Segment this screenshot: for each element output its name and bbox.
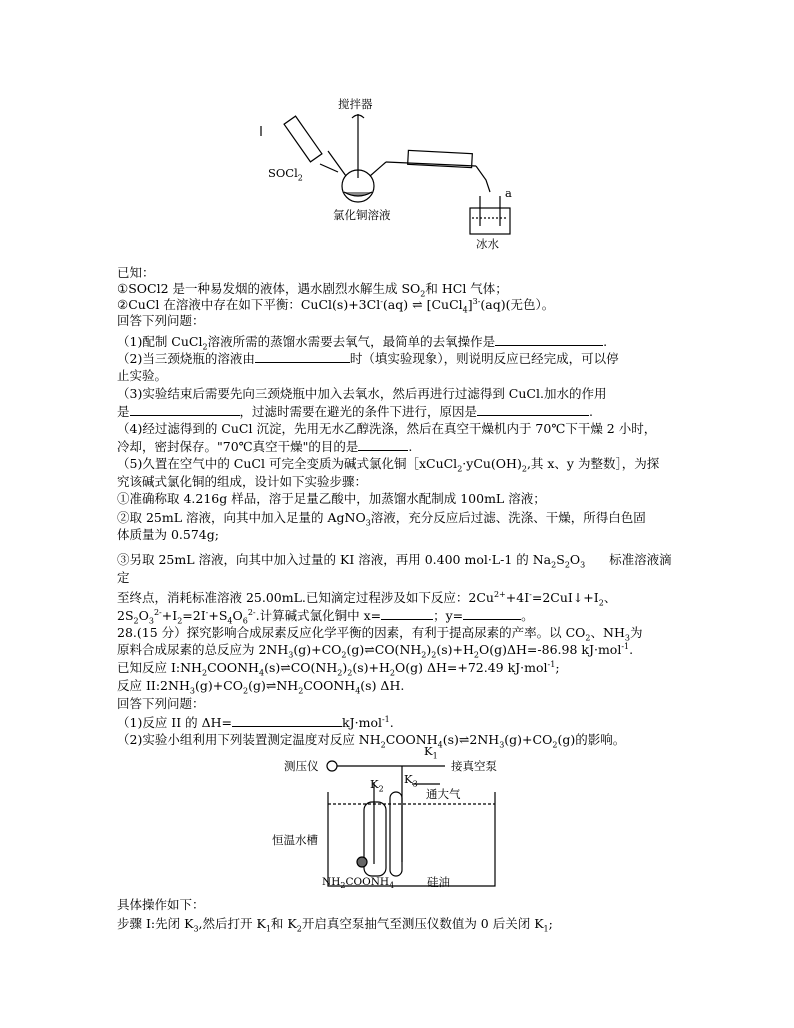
answer-heading: 回答下列问题：: [117, 313, 205, 328]
question-5: （5)久置在空气中的 CuCl 可完全变质为碱式氯化铜$[xCuCl_2\cdot yCu(OH)_2$,其 x、y 为整数］，为探: [117, 456, 660, 474]
question-3-cont: 是 ，过滤时需要在避光的条件下进行，原因是 .: [117, 404, 594, 419]
silicone-oil-label: 硅油: [427, 875, 450, 889]
equilibrium-arrow-icon: ⇌: [364, 642, 375, 657]
reaction-1: 已知反应 $I:NH_2COONH_4(s)\rightleftharpoons CO(NH_2)_2(s)+H_2O(g)$ ΔH=+72.49 kJ·mol$^{-1}$;: [117, 659, 560, 678]
question-4: （4)经过滤得到的 CuCl 沉淀，先用无水乙醇洗涤，然后在真空干燥机内于 70℃下干燥 2 小时，: [117, 421, 657, 436]
answer-blank[interactable]: [495, 333, 603, 346]
equilibrium-arrow-icon: ⇌: [280, 660, 291, 675]
valve-k2-label: $K_2$: [370, 777, 384, 794]
known-heading: 已知：: [117, 265, 155, 280]
step-3-cont: 定: [117, 570, 130, 585]
question-2-cont: 止实验。: [117, 368, 168, 383]
answer-blank-y[interactable]: [463, 607, 521, 620]
step-1: ①准确称取 4.216g 样品，溶于足量乙酸中，加蒸馏水配制成 100mL 溶液；: [117, 491, 546, 506]
equilibrium-arrow-icon: ⇌: [265, 678, 277, 693]
known-2: ②CuCl 在溶液中存在如下平衡：CuCl(s)+3Cl-(aq) ⇌ [CuCl$_4$]$^{3-}$(aq)(无色）。: [117, 296, 555, 315]
valve-k1-label: $K_1$: [424, 744, 438, 761]
stirrer-label: 搅拌器: [338, 97, 373, 111]
task-1: （1)反应 II 的 ΔH= kJ·mol$^{-1}$.: [117, 714, 394, 730]
answer-blank[interactable]: [477, 403, 589, 416]
step-5: $2S_2O_3^{2-}+I_2=2I^-+S_4O_6^{2-}$.计算碱式氯化铜中 x= ；y= 。: [117, 607, 534, 626]
outlet-a-label: a: [505, 186, 512, 200]
answer-blank[interactable]: [130, 403, 240, 416]
question-5-cont: 究该碱式氯化铜的组成，设计如下实验步骤：: [117, 474, 368, 489]
vacuum-pump-label: 接真空泵: [451, 759, 497, 773]
equilibrium-arrow-icon: ⇌: [412, 297, 423, 312]
copper-chloride-solution-label: 氯化铜溶液: [333, 208, 391, 222]
answer-heading-2: 回答下列问题：: [117, 696, 205, 711]
task-2: （2)实验小组利用下列装置测定温度对反应 $NH_2COONH_4(s)\rightleftharpoons 2NH_3(g)+CO_2(g)$的影响。: [117, 732, 626, 750]
answer-blank[interactable]: [255, 350, 350, 363]
water-bath-label: 恒温水槽: [272, 833, 318, 847]
equilibrium-arrow-icon: ⇌: [458, 732, 470, 747]
answer-blank[interactable]: [358, 438, 408, 451]
pressure-gauge-label: 测压仪: [284, 759, 319, 773]
step-4: 至终点，消耗标准溶液 25.00mL.已知滴定过程涉及如下反应：$2Cu^{2+}+4I^-=2CuI↓+I_2$、: [117, 589, 617, 608]
step-3: ③另取 25mL 溶液，向其中加入过量的 KI 溶液，再用 0.400 mol·L-1 的 $Na_2S_2O_3$ 标准溶液滴: [117, 552, 672, 570]
step-2-cont: 体质量为 0.574g;: [117, 527, 219, 542]
known-1: ①SOCl2 是一种易发烟的液体，遇水剧烈水解生成 $SO_2$和 HCl 气体；: [117, 281, 508, 299]
operation-step-1: 步骤 I:先闭 $K_3$,然后打开 $K_1$和 $K_2$开启真空泵抽气至测压仪数值为 0 后关闭 $K_1$;: [117, 916, 553, 934]
answer-blank-x[interactable]: [381, 607, 433, 620]
question-2: （2)当三颈烧瓶的溶液由 时（填实验现象），则说明反应已经完成，可以停: [117, 351, 619, 366]
valve-k3-label: $K_3$: [404, 772, 418, 789]
atmosphere-label: 通大气: [426, 787, 461, 801]
carbamate-label: $NH_2COONH_4$: [322, 876, 395, 891]
socl2-label: SOCl$_2$: [268, 166, 303, 183]
problem-28: 28.(15 分）探究影响合成尿素反应化学平衡的因素，有利于提高尿素的产率。以 $CO_2$、$NH_3$为: [117, 625, 643, 643]
question-3: （3)实验结束后需要先向三颈烧瓶中加入去氧水，然后再进行过滤得到 CuCl.加水的作用: [117, 386, 607, 401]
ice-water-label: 冰水: [476, 237, 499, 251]
answer-blank[interactable]: [232, 714, 342, 727]
question-1: （1)配制 CuCl$_2$溶液所需的蒸馏水需要去氧气，最简单的去氧操作是 .: [117, 334, 608, 352]
reaction-2: 反应 $II:2NH_3(g)+CO_2(g)\rightleftharpoons NH_2COONH_4(s)$ ΔH.: [117, 678, 405, 696]
problem-28-eq: 原料合成尿素的总反应为 $2NH_3(g)+CO_2(g)\rightleftharpoons CO(NH_2)_2(s)+H_2O(g)\Delta H=-86.98$ kJ·mol$^{-1}$.: [117, 641, 634, 660]
operations-heading: 具体操作如下：: [117, 897, 205, 912]
question-4-cont: 冷却，密封保存。"70℃真空干燥"的目的是 .: [117, 439, 413, 454]
step-2: ②取 25mL 溶液，向其中加入足量的 AgNO$_3$溶液，充分反应后过滤、洗涤、干燥，所得白色固: [117, 510, 646, 528]
